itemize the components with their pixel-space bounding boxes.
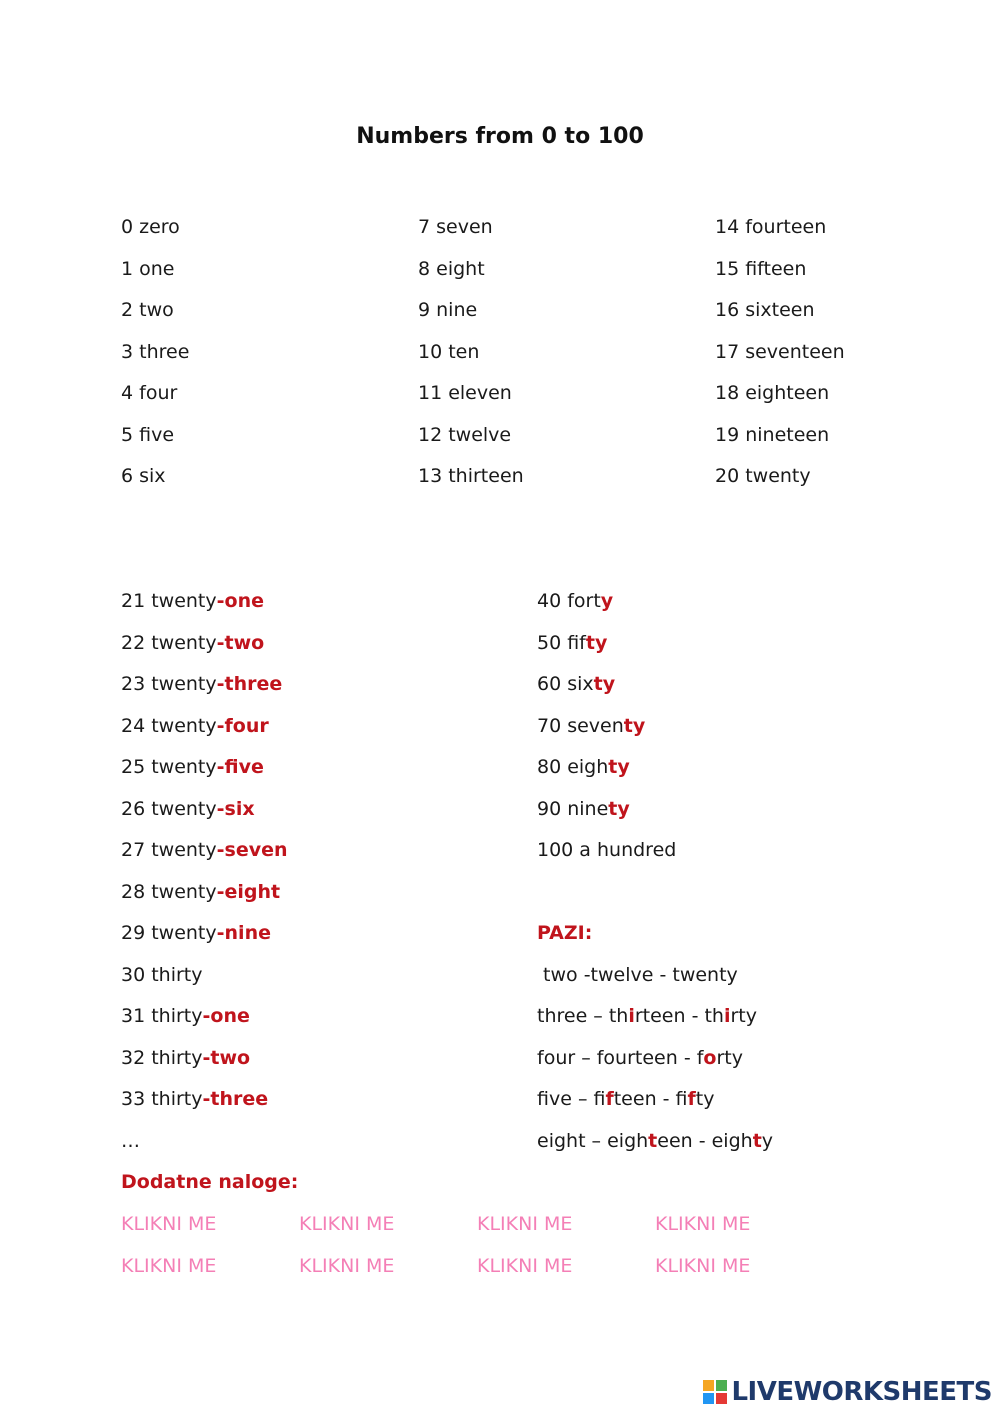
compound-number-item: [121, 996, 288, 1038]
number-item: 16 sixteen: [715, 299, 815, 321]
number-base: 33 thirty: [121, 1088, 203, 1110]
pazi-highlight-letter: i: [628, 1005, 635, 1027]
number-item: 9 nine: [418, 299, 478, 321]
number-base: …: [121, 1129, 140, 1152]
compound-numbers-list: [121, 581, 288, 1162]
number-suffix-highlight: ty: [608, 756, 630, 778]
number-base: 32 thirty: [121, 1046, 203, 1069]
number-base: 29 twenty: [121, 922, 217, 944]
compound-number-item: [121, 623, 288, 665]
link-row: [121, 1245, 841, 1287]
pazi-text: eight – eigh: [537, 1129, 649, 1152]
pazi-text: rteen - th: [634, 1005, 724, 1027]
number-item: 13 thirteen: [418, 465, 524, 487]
number-suffix-highlight: -one: [216, 590, 264, 612]
number-item: 7 seven: [418, 216, 493, 238]
number-item: 20 twenty: [715, 465, 811, 487]
number-item: 19 nineteen: [715, 423, 830, 446]
number-suffix-highlight: -two: [216, 631, 265, 654]
number-suffix-highlight: -one: [202, 1005, 250, 1027]
pazi-highlight-letter: f: [687, 1088, 696, 1110]
pazi-highlight-letter: t: [752, 1129, 762, 1152]
klikni-me-link[interactable]: KLIKNI ME: [655, 1255, 751, 1277]
pazi-text: four – fourteen - f: [537, 1046, 704, 1069]
number-item: 12 twelve: [418, 423, 512, 446]
number-item: 1 one: [121, 257, 175, 280]
liveworksheets-logo-icon: [703, 1380, 727, 1404]
number-suffix-highlight: ty: [593, 673, 616, 695]
klikni-me-link[interactable]: KLIKNI ME: [121, 1255, 217, 1277]
number-base: 25 twenty: [121, 756, 217, 778]
number-item: 6 six: [121, 465, 166, 487]
number-base: 80 eigh: [537, 756, 609, 778]
pazi-text: een - eigh: [657, 1129, 753, 1152]
pazi-line: [537, 1121, 773, 1163]
compound-number-item: [121, 581, 288, 623]
tens-number-item: [537, 830, 676, 872]
pazi-text: ty: [695, 1088, 715, 1110]
number-suffix-highlight: -eight: [216, 880, 281, 903]
pazi-text: two -twelve - twenty: [537, 963, 738, 986]
number-suffix-highlight: -three: [202, 1088, 269, 1110]
number-base: 27 twenty: [121, 839, 217, 861]
numbers-column-0-6: [121, 207, 189, 498]
number-item: 10 ten: [418, 340, 480, 363]
pazi-line: [537, 1038, 773, 1080]
number-item: 15 fifteen: [715, 257, 807, 280]
number-suffix-highlight: ty: [623, 714, 646, 737]
number-suffix-highlight: ty: [608, 797, 630, 820]
compound-number-item: [121, 1038, 288, 1080]
number-base: 26 twenty: [121, 797, 217, 820]
number-suffix-highlight: -three: [216, 673, 283, 695]
compound-number-item: [121, 872, 288, 914]
klikni-me-link[interactable]: KLIKNI ME: [477, 1255, 573, 1277]
pazi-section: [537, 913, 773, 1162]
pazi-text: five – fi: [537, 1088, 606, 1110]
pazi-label: PAZI:: [537, 922, 593, 944]
compound-number-item: [121, 664, 288, 706]
tens-number-item: [537, 747, 676, 789]
number-base: 31 thirty: [121, 1005, 203, 1027]
tens-number-item: [537, 664, 676, 706]
tens-number-item: [537, 581, 676, 623]
number-item: 5 five: [121, 423, 175, 446]
numbers-column-14-20: [715, 207, 845, 498]
number-base: 23 twenty: [121, 673, 217, 695]
number-item: 0 zero: [121, 216, 180, 238]
number-base: 28 twenty: [121, 880, 217, 903]
number-base: 30 thirty: [121, 963, 203, 986]
compound-number-item: [121, 913, 288, 955]
number-suffix-highlight: ty: [585, 631, 608, 654]
numbers-column-7-13: [418, 207, 524, 498]
tens-number-item: [537, 706, 676, 748]
pazi-text: rty: [730, 1005, 757, 1027]
klikni-me-link[interactable]: KLIKNI ME: [299, 1213, 395, 1235]
compound-number-item: [121, 1121, 288, 1163]
pazi-line: [537, 1079, 773, 1121]
number-base: 22 twenty: [121, 631, 217, 654]
tens-list: [537, 581, 676, 872]
number-base: 21 twenty: [121, 590, 217, 612]
number-base: 50 fif: [537, 631, 586, 654]
pazi-text: rty: [716, 1046, 743, 1069]
link-row: [121, 1203, 841, 1245]
number-item: 8 eight: [418, 257, 485, 280]
pazi-line: [537, 996, 773, 1038]
pazi-text: y: [761, 1129, 774, 1152]
number-item: 14 fourteen: [715, 216, 827, 238]
brand-name: LIVEWORKSHEETS: [731, 1377, 992, 1407]
compound-number-item: [121, 789, 288, 831]
number-item: 17 seventeen: [715, 340, 845, 363]
tens-number-item: [537, 623, 676, 665]
klikni-me-link[interactable]: KLIKNI ME: [299, 1255, 395, 1277]
klikni-me-link[interactable]: KLIKNI ME: [121, 1213, 217, 1235]
number-base: 100 a hundred: [537, 839, 677, 861]
extra-tasks-label: Dodatne naloge:: [121, 1171, 299, 1193]
pazi-line: [537, 955, 773, 997]
compound-number-item: [121, 1079, 288, 1121]
number-suffix-highlight: -six: [216, 797, 255, 820]
pazi-highlight-letter: o: [703, 1046, 717, 1069]
compound-number-item: [121, 747, 288, 789]
extra-task-links: [121, 1203, 841, 1287]
pazi-text: three – th: [537, 1005, 629, 1027]
number-item: 18 eighteen: [715, 382, 830, 404]
number-base: 40 fort: [537, 590, 601, 612]
extra-tasks-section: [121, 1162, 298, 1204]
number-base: 90 nine: [537, 797, 609, 820]
number-suffix-highlight: -two: [202, 1046, 251, 1069]
number-item: 2 two: [121, 299, 174, 321]
number-base: 60 six: [537, 673, 594, 695]
number-suffix-highlight: -nine: [216, 922, 271, 944]
compound-number-item: [121, 955, 288, 997]
pazi-highlight-letter: t: [648, 1129, 658, 1152]
pazi-highlight-letter: i: [723, 1005, 731, 1027]
liveworksheets-brand: [703, 1377, 992, 1407]
pazi-highlight-letter: f: [605, 1088, 614, 1110]
page-title: Numbers from 0 to 100: [356, 124, 644, 149]
number-suffix-highlight: y: [600, 590, 614, 612]
tens-number-item: [537, 789, 676, 831]
klikni-me-link[interactable]: KLIKNI ME: [477, 1213, 573, 1235]
number-suffix-highlight: -five: [216, 756, 264, 778]
number-suffix-highlight: -seven: [216, 839, 288, 861]
compound-number-item: [121, 830, 288, 872]
number-base: 24 twenty: [121, 714, 217, 737]
klikni-me-link[interactable]: KLIKNI ME: [655, 1213, 751, 1235]
compound-number-item: [121, 706, 288, 748]
number-item: 11 eleven: [418, 382, 512, 404]
number-suffix-highlight: -four: [216, 714, 269, 737]
number-item: 4 four: [121, 382, 178, 404]
number-base: 70 seven: [537, 714, 624, 737]
number-item: 3 three: [121, 340, 190, 363]
pazi-text: teen - fi: [613, 1088, 688, 1110]
